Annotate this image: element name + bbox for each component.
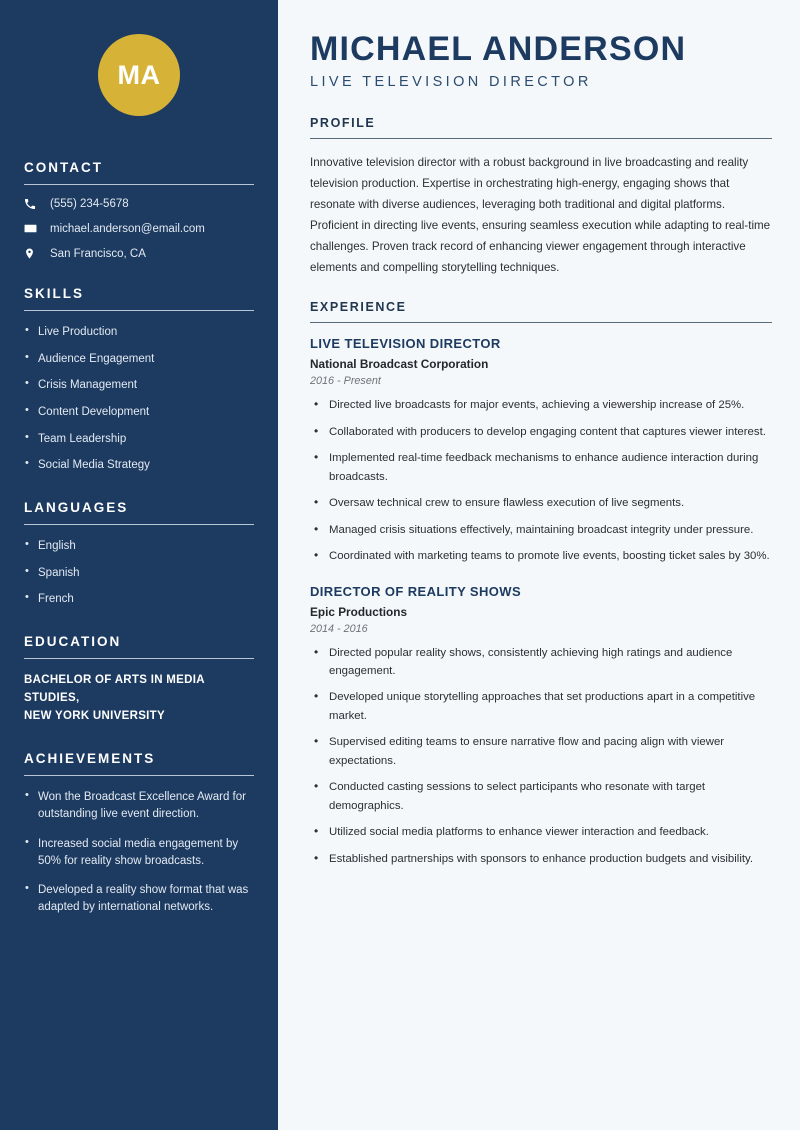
achievements-heading: ACHIEVEMENTS — [24, 751, 156, 767]
contact-item-location[interactable] — [24, 247, 254, 260]
contact-divider — [24, 184, 254, 185]
list-item: • Directed live broadcasts for major events, achieving a viewership increase of 25%. — [310, 396, 772, 414]
list-item: • Implemented real-time feedback mechanisms to enhance audience interaction during broadcasts. — [310, 449, 772, 486]
job-company: Epic Productions — [310, 604, 408, 619]
main-content — [278, 0, 800, 1130]
profile-heading: PROFILE — [310, 115, 376, 130]
job-role-subtitle: LIVE TELEVISION DIRECTOR — [310, 73, 592, 90]
languages-divider — [24, 524, 254, 525]
list-item: • English — [24, 538, 254, 555]
avatar-container — [24, 0, 254, 160]
section-profile — [310, 116, 772, 279]
achievements-divider — [24, 775, 254, 776]
job-bullet-list — [310, 644, 772, 869]
job-company: National Broadcast Corporation — [310, 357, 489, 372]
education-degree-line-1: BACHELOR OF ARTS IN MEDIA STUDIES, — [24, 674, 205, 704]
contact-phone-value: (555) 234-5678 — [50, 198, 129, 210]
job-title: LIVE TELEVISION DIRECTOR — [310, 336, 501, 352]
contact-heading: CONTACT — [24, 160, 103, 175]
experience-entry — [310, 584, 772, 869]
list-item: • Live Production — [24, 324, 254, 341]
list-item: • Team Leadership — [24, 431, 254, 448]
education-divider — [24, 658, 254, 659]
skills-divider — [24, 310, 254, 311]
section-experience — [310, 300, 772, 868]
location-pin-icon — [24, 247, 42, 260]
contact-email-value: michael.anderson@email.com — [50, 222, 205, 235]
education-heading: EDUCATION — [24, 634, 122, 650]
envelope-icon — [24, 222, 42, 235]
list-item: • Coordinated with marketing teams to promote live events, boosting ticket sales by 30%. — [310, 547, 772, 565]
sidebar-section-education — [24, 634, 254, 725]
phone-icon — [24, 198, 42, 210]
sidebar-section-skills — [24, 286, 254, 474]
list-item: • Won the Broadcast Excellence Award for outstanding live event direction. — [24, 789, 254, 822]
contact-location-value: San Francisco, CA — [50, 247, 146, 260]
page-title: MICHAEL ANDERSON — [310, 30, 687, 68]
job-dates: 2014 - 2016 — [310, 622, 368, 635]
experience-heading: EXPERIENCE — [310, 300, 407, 315]
sidebar-section-contact — [24, 160, 254, 260]
contact-item-phone[interactable] — [24, 198, 254, 210]
experience-divider — [310, 322, 772, 323]
sidebar-section-achievements — [24, 751, 254, 915]
skills-list — [24, 324, 254, 474]
list-item: • Crisis Management — [24, 377, 254, 394]
sidebar — [0, 0, 278, 1130]
experience-entry — [310, 336, 772, 565]
list-item: • Oversaw technical crew to ensure flawless execution of live segments. — [310, 494, 772, 512]
skills-heading: SKILLS — [24, 286, 85, 301]
list-item: • Developed unique storytelling approaches that set productions apart in a competitive market. — [310, 688, 772, 725]
list-item: • Increased social media engagement by 50% for reality show broadcasts. — [24, 836, 254, 869]
languages-list — [24, 538, 254, 608]
list-item: • Utilized social media platforms to enhance viewer interaction and feedback. — [310, 823, 772, 841]
list-item: • Social Media Strategy — [24, 457, 254, 474]
education-degree-line-2: NEW YORK UNIVERSITY — [24, 709, 165, 722]
sidebar-section-languages — [24, 500, 254, 608]
list-item: • Collaborated with producers to develop engaging content that captures viewer interest. — [310, 423, 772, 441]
profile-divider — [310, 138, 772, 139]
languages-heading: LANGUAGES — [24, 500, 129, 516]
list-item: • Directed popular reality shows, consistently achieving high ratings and audience engagement. — [310, 644, 772, 681]
job-dates: 2016 - Present — [310, 375, 381, 388]
contact-item-email[interactable] — [24, 222, 254, 235]
list-item: • French — [24, 591, 254, 608]
achievements-list — [24, 789, 254, 915]
list-item: • Spanish — [24, 565, 254, 582]
list-item: • Established partnerships with sponsors to enhance production budgets and visibility. — [310, 850, 772, 868]
list-item: • Audience Engagement — [24, 351, 254, 368]
job-title: DIRECTOR OF REALITY SHOWS — [310, 583, 522, 599]
avatar: MA — [98, 34, 180, 116]
list-item: • Developed a reality show format that was adapted by international networks. — [24, 882, 254, 915]
list-item: • Supervised editing teams to ensure narrative flow and pacing align with viewer expectations. — [310, 733, 772, 770]
list-item: • Managed crisis situations effectively, maintaining broadcast integrity under pressure. — [310, 521, 772, 539]
profile-text: Innovative television director with a robust background in live broadcasting and reality television production. Expertise in orchestrating high-energy, engaging shows that resonate with diverse audiences, leveraging both traditional and digital platforms. Proficient in directing live events, ensuring seamless execution while adapting to real-time challenges. Proven track record of enhancing viewer engagement through interactive elements and compelling storytelling techniques. — [310, 155, 771, 275]
list-item: • Content Development — [24, 404, 254, 421]
job-bullet-list — [310, 396, 772, 565]
list-item: • Conducted casting sessions to select participants who resonate with target demographics. — [310, 778, 772, 815]
